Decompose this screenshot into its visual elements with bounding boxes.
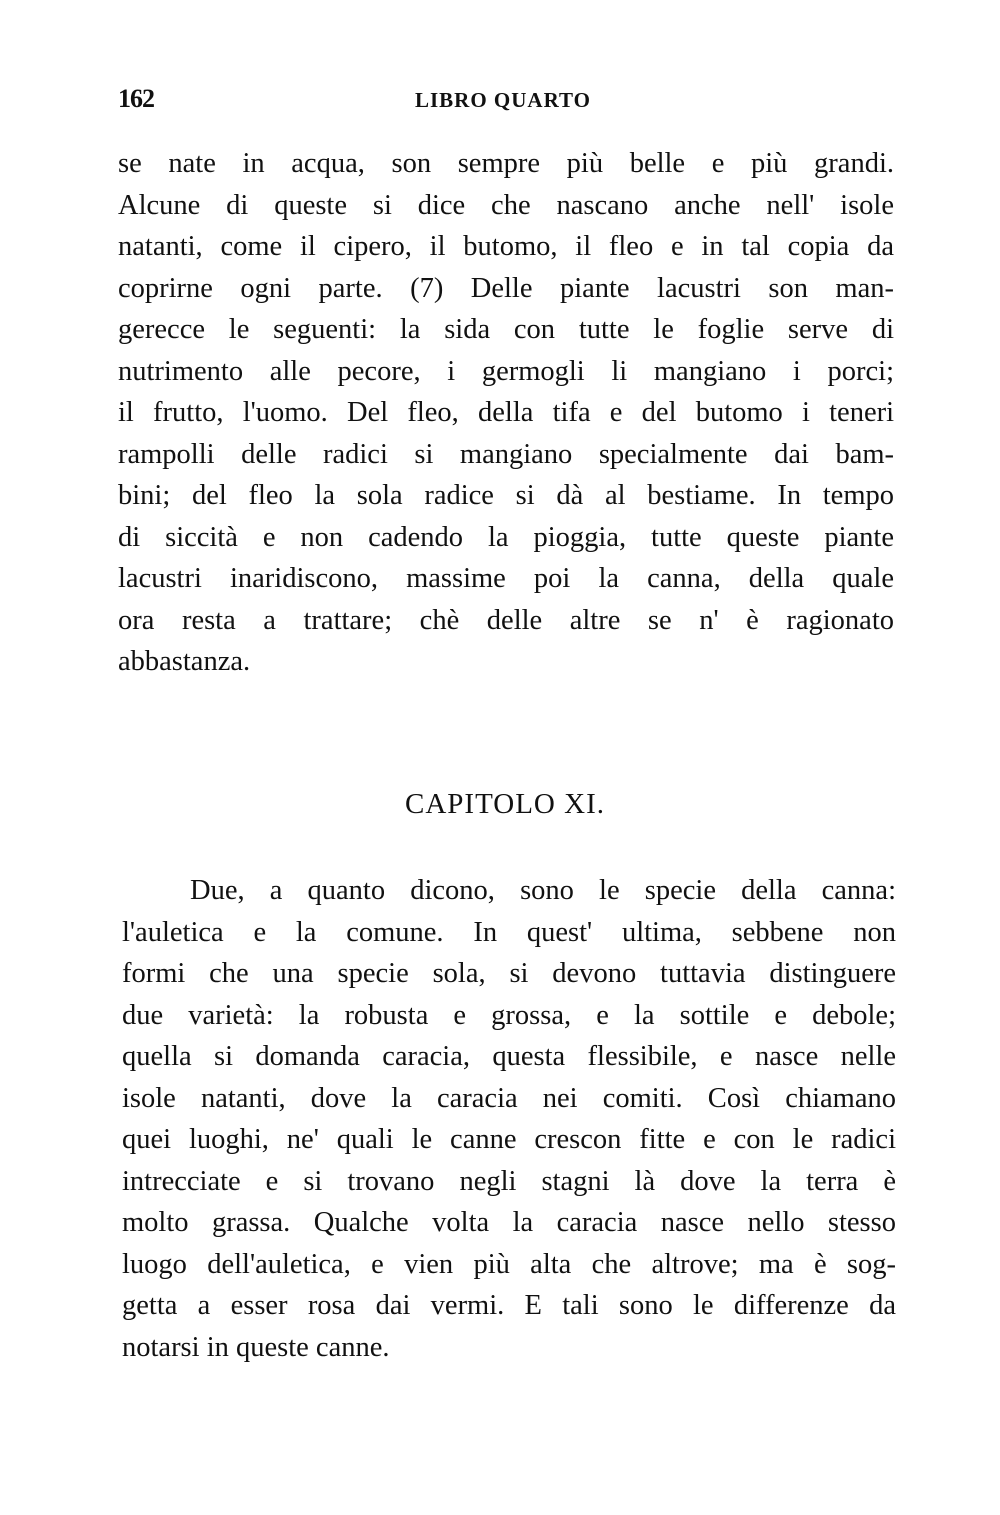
text-line: di siccità e non cadendo la pioggia, tutte queste piante	[118, 521, 894, 553]
page-number: 162	[118, 84, 154, 113]
text-line: notarsi in queste canne.	[122, 1331, 390, 1363]
text-line: il frutto, l'uomo. Del fleo, della tifa e del butomo i teneri	[118, 397, 894, 428]
text-line: isole natanti, dove la caracia nei comiti. Così chiamano	[122, 1082, 896, 1114]
text-line: molto grassa. Qualche volta la caracia nasce nello stesso	[122, 1207, 896, 1238]
text-line: lacustri inaridiscono, massime poi la canna, della quale	[118, 563, 894, 594]
text-line: bini; del fleo la sola radice si dà al bestiame. In tempo	[118, 480, 894, 511]
text-line: coprirne ogni parte. (7) Delle piante lacustri son man-	[118, 272, 894, 304]
text-line: gerecce le seguenti: la sida con tutte le foglie serve di	[118, 314, 894, 345]
text-line: ora resta a trattare; chè delle altre se n' è ragionato	[118, 604, 894, 636]
text-line: l'auletica e la comune. In quest' ultima, sebbene non	[122, 916, 896, 948]
chapter-paragraph	[122, 870, 896, 1368]
chapter-heading: CAPITOLO XI.	[405, 788, 605, 820]
text-line: Due, a quanto dicono, sono le specie della canna:	[190, 875, 896, 906]
running-head: LIBRO QUARTO	[415, 88, 591, 112]
text-line: nutrimento alle pecore, i germogli li mangiano i porci;	[118, 355, 894, 387]
text-line: natanti, come il cipero, il butomo, il fleo e in tal copia da	[118, 231, 894, 262]
text-line: rampolli delle radici si mangiano specialmente dai bam-	[118, 438, 894, 470]
text-line: formi che una specie sola, si devono tuttavia distinguere	[122, 958, 896, 989]
text-line: due varietà: la robusta e grossa, e la sottile e debole;	[122, 999, 896, 1031]
text-line: getta a esser rosa dai vermi. E tali sono le differenze da	[122, 1290, 896, 1321]
text-line: se nate in acqua, son sempre più belle e più grandi.	[118, 148, 894, 179]
text-line: abbastanza.	[118, 646, 251, 677]
text-line: quella si domanda caracia, questa flessibile, e nasce nelle	[122, 1041, 896, 1072]
text-line: Alcune di queste si dice che nascano anche nell' isole	[118, 189, 894, 221]
text-line: intrecciate e si trovano negli stagni là dove la terra è	[122, 1165, 896, 1197]
page-header	[118, 84, 898, 124]
text-line: quei luoghi, ne' quali le canne crescon fitte e con le radici	[122, 1124, 896, 1155]
paragraph-continuation	[118, 143, 894, 683]
text-line: luogo dell'auletica, e vien più alta che altrove; ma è sog-	[122, 1248, 896, 1280]
